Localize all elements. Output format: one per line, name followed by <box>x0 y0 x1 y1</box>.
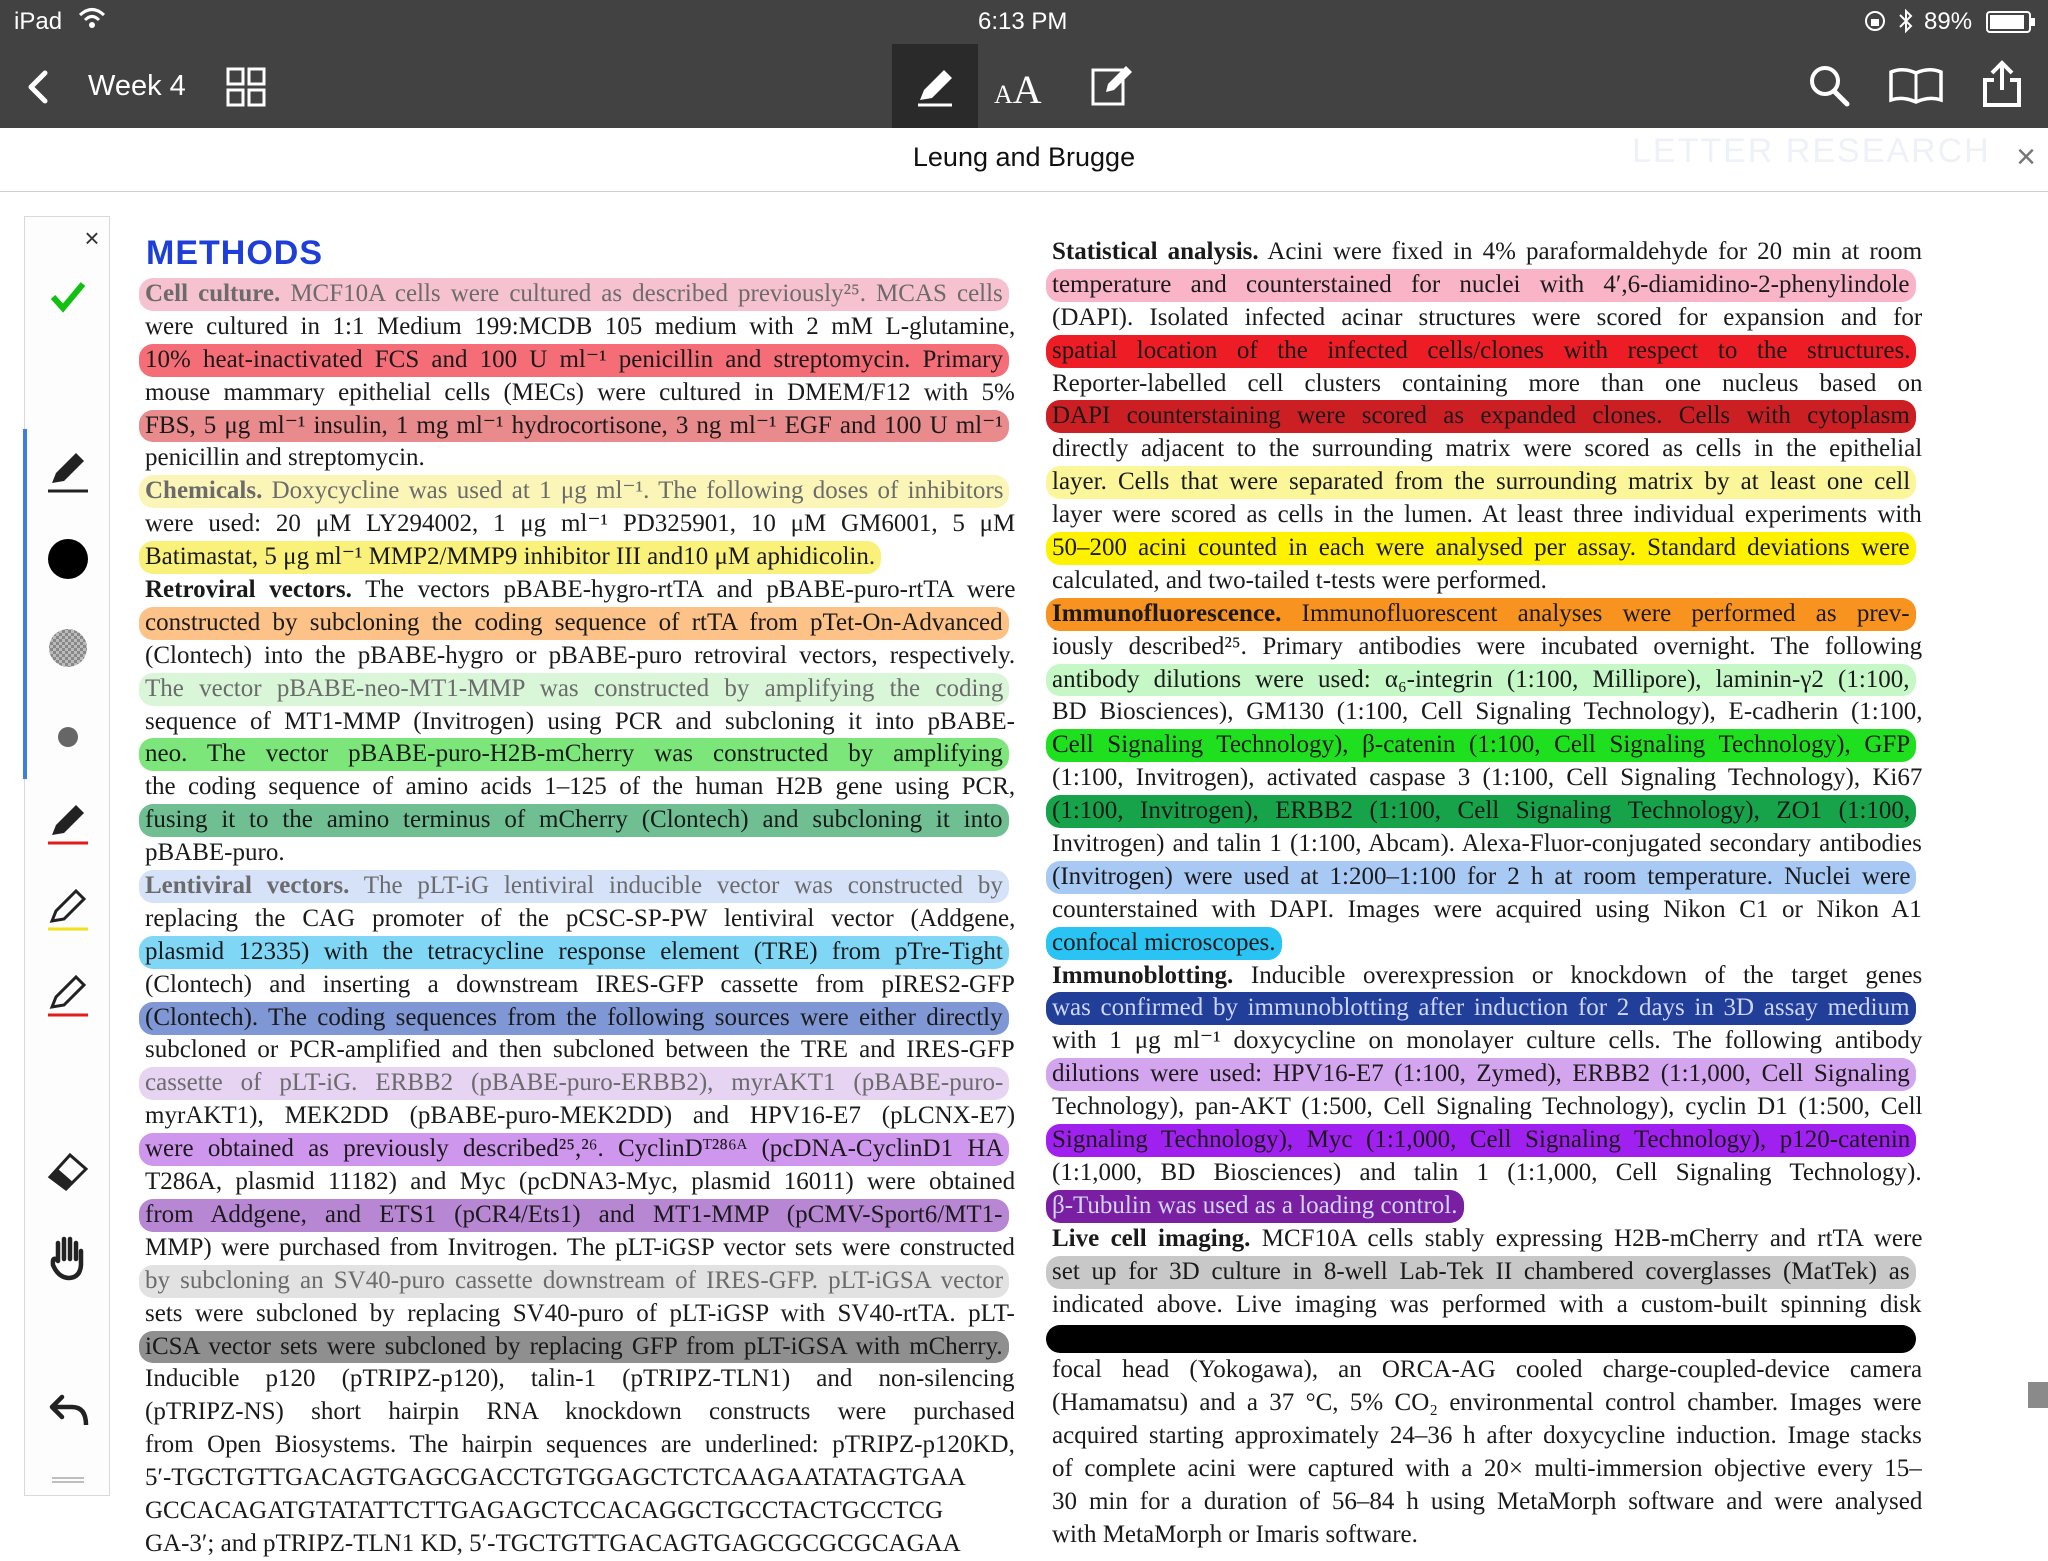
line-text: focal head (Yokogawa), an ORCA-AG cooled charge-coupled-device camera <box>1052 1356 1923 1384</box>
hand-icon[interactable] <box>25 1235 111 1286</box>
pen-red-2-icon[interactable] <box>25 969 111 1026</box>
text-line <box>145 442 1015 475</box>
text-line <box>145 1396 1015 1429</box>
text-line <box>145 1034 1015 1067</box>
section-subheading: Live cell imaging. <box>1052 1224 1251 1252</box>
line-text: 5′-TGCTGTTGACAGTGAGCGACCTGTGGAGCTCTCAAGAATATAGTGAA <box>145 1464 966 1492</box>
text-line <box>1052 565 1922 598</box>
highlighted-line-text: from Addgene, and ETS1 (pCR4/Ets1) and MT1-MMP (pCMV-Sport6/MT1- <box>139 1199 1009 1232</box>
text-line <box>145 837 1015 870</box>
section-subheading: Immunoblotting. <box>1052 961 1234 989</box>
highlighted-line-text: Lentiviral vectors. The pLT-iG lentiviral inducible vector was constructed by <box>139 870 1009 903</box>
text-line <box>1052 1321 1922 1354</box>
line-text: penicillin and streptomycin. <box>145 444 425 472</box>
text-line <box>1052 335 1922 368</box>
line-text: GA-3′; and pTRIPZ-TLN1 KD, 5′-TGCTGTTGACAGTGAGCGCGCGCAGAA <box>145 1529 961 1557</box>
text-line <box>1052 664 1922 697</box>
checkmark-icon[interactable] <box>25 279 111 320</box>
text-line <box>145 1166 1015 1199</box>
text-line <box>1052 1453 1922 1486</box>
text-line <box>1052 1519 1922 1552</box>
line-text: MMP) were purchased from Invitrogen. The pLT-iGSP vector sets were constructed <box>145 1233 1015 1261</box>
text-line <box>1052 236 1922 269</box>
text-line <box>1052 828 1922 861</box>
highlighted-line-text: (Clontech). The coding sequences from the following sources were either directly <box>139 1002 1009 1035</box>
text-line <box>1052 433 1922 466</box>
text-line <box>1052 1486 1922 1519</box>
text-line <box>1052 1223 1922 1256</box>
line-text: iously described²⁵. Primary antibodies were incubated overnight. The following <box>1052 632 1923 660</box>
line-text: 30 min for a duration of 56–84 h using MetaMorph software and were analysed <box>1052 1487 1923 1515</box>
highlighted-line-text: constructed by subcloning the coding sequence of rtTA from pTet-On-Advanced <box>139 607 1009 640</box>
highlighted-line-text: temperature and counterstained for nuclei with 4′,6-diamidino-2-phenylindole <box>1046 269 1916 302</box>
text-line <box>1052 927 1922 960</box>
top-toolbar <box>0 44 2048 128</box>
text-line <box>145 1363 1015 1396</box>
eraser-icon[interactable] <box>25 1147 111 1196</box>
highlighted-line-text: β-Tubulin was used as a loading control. <box>1046 1190 1464 1223</box>
book-icon[interactable] <box>1888 66 1944 106</box>
line-text: sequence of MT1-MMP (Invitrogen) using PCR and subcloning it into pBABE- <box>145 707 1016 735</box>
device-label: iPad <box>14 8 63 35</box>
undo-icon[interactable] <box>25 1393 111 1434</box>
highlighted-line-text: layer. Cells that were separated from the surrounding matrix by at least one cell <box>1046 466 1916 499</box>
text-line <box>1052 631 1922 664</box>
text-line <box>145 706 1015 739</box>
line-text: (pTRIPZ-NS) short hairpin RNA knockdown constructs were purchased <box>145 1398 1015 1426</box>
text-line <box>1052 696 1922 729</box>
large-dot-icon[interactable] <box>25 537 111 586</box>
section-heading: METHODS <box>146 234 323 272</box>
text-line <box>1052 1058 1922 1091</box>
highlighter-icon[interactable] <box>25 445 111 502</box>
text-line <box>145 969 1015 1002</box>
text-line <box>145 541 1015 574</box>
section-subheading: Cell culture. <box>145 280 281 307</box>
highlighted-line-text: Immunofluorescence. Immunofluorescent analyses were performed as prev- <box>1046 598 1916 631</box>
highlighted-line-text: spatial location of the infected cells/clones with respect to the structures. <box>1046 335 1916 368</box>
text-line <box>145 410 1015 443</box>
text-line <box>1052 598 1922 631</box>
highlighted-line-text: by subcloning an SV40-puro cassette downstream of IRES-GFP. pLT-iGSA vector <box>139 1265 1009 1298</box>
line-text: (1:1,000, BD Biosciences) and talin 1 (1:1,000, Cell Signaling Technology). <box>1052 1158 1922 1186</box>
line-text: indicated above. Live imaging was performed with a custom-built spinning disk <box>1052 1290 1922 1318</box>
highlighted-line-text: 50–200 acini counted in each were analysed per assay. Standard deviations were <box>1046 532 1916 565</box>
highlighted-line-text: neo. The vector pBABE-puro-H2B-mCherry was constructed by amplifying <box>139 738 1009 771</box>
line-text: myrAKT1), MEK2DD (pBABE-puro-MEK2DD) and HPV16-E7 (pLCNX-E7) <box>145 1102 1016 1130</box>
text-line <box>1052 302 1922 335</box>
highlighted-line-text: Chemicals. Doxycycline was used at 1 μg ml⁻¹. The following doses of inhibitors <box>139 475 1009 508</box>
line-text: subcloned or PCR-amplified and then subcloned between the TRE and IRES-GFP <box>145 1036 1015 1064</box>
text-line <box>145 1100 1015 1133</box>
right-text-column <box>1052 236 1922 1552</box>
text-line <box>145 607 1015 640</box>
text-line <box>1052 1289 1922 1322</box>
text-line <box>1052 729 1922 762</box>
text-line <box>145 1462 1015 1495</box>
line-text: (DAPI). Isolated infected acinar structures were scored for expansion and for <box>1052 303 1923 331</box>
highlighted-line-text: dilutions were used: HPV16-E7 (1:100, Zymed), ERBB2 (1:1,000, Cell Signaling <box>1046 1058 1916 1091</box>
text-line <box>1052 1387 1922 1420</box>
highlighted-line-text: Cell culture. MCF10A cells were cultured as described previously²⁵. MCAS cells <box>139 278 1009 311</box>
line-text: GCCACAGATGTATATTCTTGAGAGCTCCACAGGCTGCCTACTGCCTCG <box>145 1496 944 1524</box>
line-text: with 1 μg ml⁻¹ doxycycline on monolayer culture cells. The following antibody <box>1052 1027 1923 1055</box>
text-line <box>145 1199 1015 1232</box>
line-text: (Clontech) and inserting a downstream IRES-GFP cassette from pIRES2-GFP <box>145 970 1015 998</box>
back-label: Week 4 <box>88 70 186 102</box>
section-subheading: Statistical analysis. <box>1052 238 1259 265</box>
text-line <box>145 1495 1015 1528</box>
line-text: replacing the CAG promoter of the pCSC-SP-PW lentiviral vector (Addgene, <box>145 904 1016 932</box>
battery-icon <box>1986 11 2036 40</box>
section-subheading: Lentiviral vectors. <box>145 872 350 900</box>
text-line <box>1052 1157 1922 1190</box>
font-size-button[interactable] <box>994 62 1054 110</box>
line-text: mouse mammary epithelial cells (MECs) were cultured in DMEM/F12 with 5% <box>145 378 1015 406</box>
highlighted-line-text: (Invitrogen) were used at 1:200–1:100 for 2 h at room temperature. Nuclei were <box>1046 861 1916 894</box>
bluetooth-icon <box>1898 8 1914 41</box>
search-icon[interactable] <box>1808 64 1850 108</box>
text-line <box>145 1265 1015 1298</box>
text-line <box>1052 1256 1922 1289</box>
text-line <box>1052 400 1922 433</box>
faded-section-tabs: LETTER RESEARCH <box>1632 132 1991 170</box>
text-line <box>145 475 1015 508</box>
highlighted-line-text: The vector pBABE-neo-MT1-MMP was constructed by amplifying the coding <box>139 673 1009 706</box>
highlighted-line-text: 10% heat-inactivated FCS and 100 U ml⁻¹ penicillin and streptomycin. Primary <box>139 344 1009 377</box>
highlighted-line-text: was confirmed by immunoblotting after induction for 2 days in 3D assay medium <box>1046 992 1916 1025</box>
small-dot-icon[interactable] <box>25 725 111 754</box>
text-line <box>145 640 1015 673</box>
line-text: Retroviral vectors. The vectors pBABE-hygro-rtTA and pBABE-puro-rtTA were <box>145 576 1016 604</box>
text-line <box>145 738 1015 771</box>
document-title: Leung and Brugge <box>912 142 1136 172</box>
text-line <box>1052 992 1922 1025</box>
line-text: acquired starting approximately 24–36 h after doxycycline induction. Image stacks <box>1052 1422 1922 1450</box>
line-text: were cultured in 1:1 Medium 199:MCDB 105 medium with 2 mM L-glutamine, <box>145 312 1016 340</box>
text-line <box>1052 499 1922 532</box>
text-line <box>145 1331 1015 1364</box>
text-line <box>1052 960 1922 993</box>
close-panel-button[interactable]: × <box>84 223 100 253</box>
text-line <box>145 311 1015 344</box>
line-text: sets were subcloned by replacing SV40-puro of pLT-iGSP with SV40-rtTA. pLT- <box>145 1299 1015 1327</box>
text-line <box>1052 1190 1922 1223</box>
textured-dot-icon[interactable] <box>25 627 111 674</box>
line-text: (Hamamatsu) and a 37 °C, 5% CO₂ environmental control chamber. Images were <box>1052 1389 1922 1417</box>
text-line <box>1052 466 1922 499</box>
line-text: Statistical analysis. Acini were fixed in 4% paraformaldehyde for 20 min at room <box>1052 238 1923 265</box>
line-text: directly adjacent to the surrounding matrix were scored as cells in the epithelial <box>1052 435 1923 463</box>
line-text: pBABE-puro. <box>145 839 285 867</box>
share-icon[interactable] <box>1982 60 2022 108</box>
text-line <box>1052 368 1922 401</box>
line-text: Inducible p120 (pTRIPZ-p120), talin-1 (pTRIPZ-TLN1) and non-silencing <box>145 1365 1015 1393</box>
line-text: (Clontech) into the pBABE-hygro or pBABE-puro retroviral vectors, respectively. <box>145 641 1016 669</box>
line-text: from Open Biosystems. The hairpin sequences are underlined: pTRIPZ-p120KD, <box>145 1431 1015 1459</box>
text-line <box>1052 762 1922 795</box>
line-text: T286A, plasmid 11182) and Myc (pcDNA3-Myc, plasmid 16011) were obtained <box>145 1168 1016 1196</box>
line-text: Live cell imaging. MCF10A cells stably expressing H2B-mCherry and rtTA were <box>1052 1224 1923 1252</box>
text-line <box>145 1002 1015 1035</box>
highlighted-line-text: fusing it to the amino terminus of mCherry (Clontech) and subcloning it into <box>139 804 1009 837</box>
text-line <box>1052 1124 1922 1157</box>
highlighted-line-text: set up for 3D culture in 8-well Lab-Tek II chambered coverglasses (MatTek) as <box>1046 1256 1916 1289</box>
note-edit-icon[interactable] <box>1090 62 1136 110</box>
text-line <box>1052 894 1922 927</box>
highlighted-line-text: plasmid 12335) with the tetracycline response element (TRE) from pTre-Tight <box>139 936 1009 969</box>
line-text: Immunoblotting. Inducible overexpression or knockdown of the target genes <box>1052 961 1923 989</box>
highlighted-line-text: iCSA vector sets were subcloned by replacing GFP from pLT-iGSA with mCherry. <box>139 1331 1009 1364</box>
wifi-icon <box>78 6 106 37</box>
text-line <box>145 870 1015 903</box>
back-chevron-icon <box>26 70 50 104</box>
font-size-icon: AA <box>994 67 1042 112</box>
text-line <box>145 377 1015 410</box>
text-line <box>145 1528 1015 1561</box>
highlighted-line-text: Cell Signaling Technology), β-catenin (1:100, Cell Signaling Technology), GFP <box>1046 729 1916 762</box>
line-text: were used: 20 μM LY294002, 1 μg ml⁻¹ PD325901, 10 μM GM6001, 5 μM <box>145 510 1016 538</box>
left-text-column <box>145 278 1015 1561</box>
text-line <box>145 673 1015 706</box>
text-line <box>1052 861 1922 894</box>
line-text: the coding sequence of amino acids 1–125 of the human H2B gene using PCR, <box>145 773 1016 801</box>
highlighted-line-text: Signaling Technology), Myc (1:1,000, Cell Signaling Technology), p120-catenin <box>1046 1124 1916 1157</box>
status-bar <box>0 0 2048 44</box>
highlighted-line-text: cassette of pLT-iG. ERBB2 (pBABE-puro-ERBB2), myrAKT1 (pBABE-puro- <box>139 1067 1009 1100</box>
text-line <box>145 1067 1015 1100</box>
highlighted-line-text <box>1046 1325 1916 1353</box>
line-text: BD Biosciences), GM130 (1:100, Cell Signaling Technology), E-cadherin (1:100, <box>1052 698 1923 726</box>
text-line <box>1052 532 1922 565</box>
line-text: counterstained with DAPI. Images were acquired using Nikon C1 or Nikon A1 <box>1052 895 1922 923</box>
battery-percent: 89% <box>1924 8 1973 35</box>
text-line <box>145 278 1015 311</box>
pen-red-icon[interactable] <box>25 797 111 854</box>
highlighted-line-text: Batimastat, 5 μg ml⁻¹ MMP2/MMP9 inhibitor III and10 μM aphidicolin. <box>139 541 881 574</box>
line-text: calculated, and two-tailed t-tests were performed. <box>1052 566 1547 594</box>
drag-handle-icon[interactable] <box>25 1473 111 1491</box>
line-text: layer were scored as cells in the lumen. At least three individual experiments with <box>1052 501 1922 529</box>
highlighted-line-text: (1:100, Invitrogen), ERBB2 (1:100, Cell Signaling Technology), ZO1 (1:100, <box>1046 795 1916 828</box>
text-line <box>145 1133 1015 1166</box>
pen-yellow-icon[interactable] <box>25 883 111 940</box>
text-line <box>145 1232 1015 1265</box>
pen-icon <box>914 64 956 108</box>
section-subheading: Chemicals. <box>145 477 263 505</box>
text-line <box>145 903 1015 936</box>
text-line <box>145 804 1015 837</box>
grid-icon[interactable] <box>226 67 266 107</box>
line-text: of complete acini were captured with a 20× multi-immersion objective every 15– <box>1052 1454 1922 1482</box>
line-text: Reporter-labelled cell clusters containing more than one nucleus based on <box>1052 369 1923 397</box>
section-subheading: Retroviral vectors. <box>145 576 352 604</box>
line-text: Technology), pan-AKT (1:500, Cell Signaling Technology), cyclin D1 (1:500, Cell <box>1052 1093 1923 1121</box>
line-text: (1:100, Invitrogen), activated caspase 3 (1:100, Cell Signaling Technology), Ki67 <box>1052 764 1923 792</box>
highlighted-line-text: FBS, 5 μg ml⁻¹ insulin, 1 mg ml⁻¹ hydrocortisone, 3 ng ml⁻¹ EGF and 100 U ml⁻¹ <box>139 410 1009 443</box>
rotation-lock-icon <box>1864 10 1886 39</box>
annotation-tool-panel <box>24 216 110 1496</box>
text-line <box>1052 1420 1922 1453</box>
text-line <box>145 574 1015 607</box>
text-line <box>145 936 1015 969</box>
text-line <box>1052 795 1922 828</box>
highlighted-line-text: DAPI counterstaining were scored as expanded clones. Cells with cytoplasm <box>1046 400 1916 433</box>
close-document-button[interactable]: × <box>2016 138 2036 176</box>
document-title-bar <box>0 128 2048 192</box>
text-line <box>145 1298 1015 1331</box>
clock: 6:13 PM <box>978 8 1068 35</box>
text-line <box>145 1429 1015 1462</box>
text-line <box>145 344 1015 377</box>
line-text: Invitrogen) and talin 1 (1:100, Abcam). Alexa-Fluor-conjugated secondary antibodies <box>1052 830 1922 858</box>
highlighted-line-text: antibody dilutions were used: α₆-integrin (1:100, Millipore), laminin-γ2 (1:100, <box>1046 664 1916 697</box>
text-line <box>1052 1025 1922 1058</box>
text-line <box>145 771 1015 804</box>
pen-tool-button[interactable] <box>892 44 978 128</box>
line-text: with MetaMorph or Imaris software. <box>1052 1520 1418 1548</box>
text-line <box>1052 1354 1922 1387</box>
text-line <box>1052 1091 1922 1124</box>
back-button[interactable] <box>26 64 226 110</box>
highlighted-line-text: confocal microscopes. <box>1046 927 1282 960</box>
text-line <box>1052 269 1922 302</box>
section-subheading: Immunofluorescence. <box>1052 599 1282 627</box>
highlighted-line-text: were obtained as previously described²⁵,²⁶. CyclinDᵀ²⁸⁶ᴬ (pcDNA-CyclinD1 HA <box>139 1133 1009 1166</box>
text-line <box>145 508 1015 541</box>
scrollbar-thumb[interactable] <box>2028 1382 2048 1408</box>
